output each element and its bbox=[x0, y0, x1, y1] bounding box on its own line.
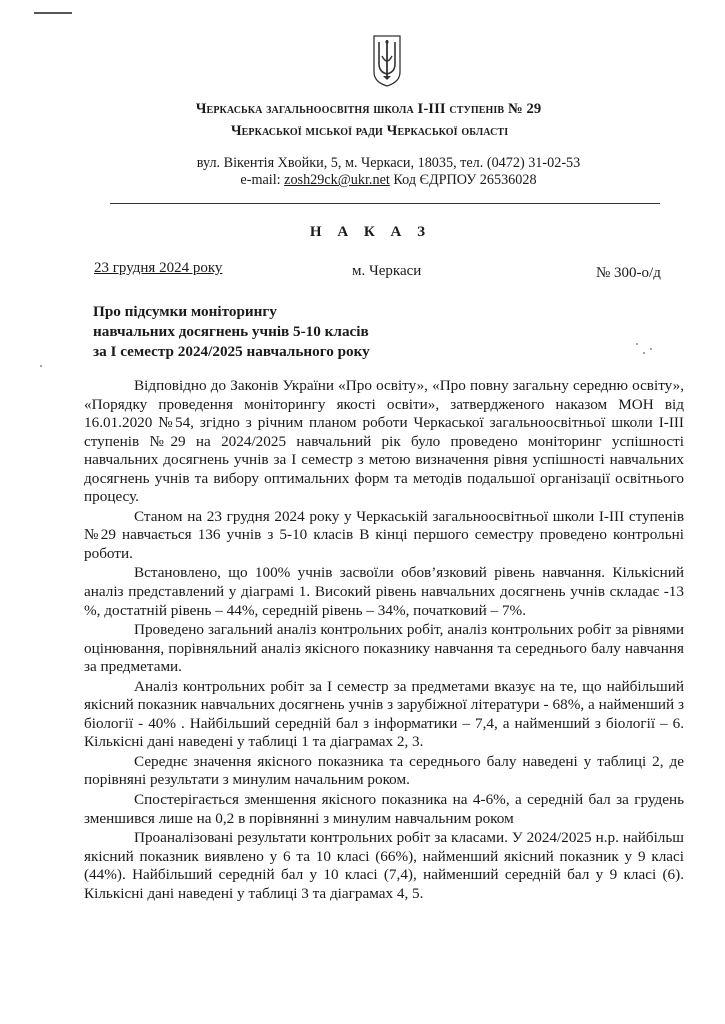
paragraph: Середнє значення якісного показника та середнього балу наведені у таблиці 2, де порівняні результати з минулим начальним роком. bbox=[84, 752, 684, 789]
paragraph: Станом на 23 грудня 2024 року у Черкаській загальноосвітньої школи І-ІІІ ступенів №29 навчається 136 учнів з 5-10 класів В кінці першого семестру проведено контрольні роботи. bbox=[84, 507, 684, 562]
paragraph: Аналіз контрольних робіт за І семестр за предметами вказує на те, що найбільший якісний показник навчальних досягнень учнів з зарубіжної літератури - 68%, а найменший з біології - 40% . Найбільший середній бал з інформатики – 7,4, а найменший з біології – 6. Кількісні дані наведені у таблиці 1 та діаграмах 2, 3. bbox=[84, 677, 684, 751]
scan-dot bbox=[40, 365, 42, 367]
paragraph: Проведено загальний аналіз контрольних робіт, аналіз контрольних робіт за рівнями оцінювання, порівняльний аналіз якісного показнику навчання та середнього балу навчання за предметами. bbox=[84, 621, 684, 676]
paragraph: Встановлено, що 100% учнів засвоїли обов’язковий рівень навчання. Кількісний аналіз представлений у діаграмі 1. Високий рівень навчальних досягнень учнів складає -13 %, достатній рівень – 44%, середній рівень – 34%, початковий – 7%. bbox=[84, 564, 684, 619]
scan-dot bbox=[643, 352, 645, 354]
document-type: Н А К А З bbox=[309, 224, 432, 240]
title-line: Про підсумки моніторингу bbox=[93, 303, 277, 320]
order-date: 23 грудня 2024 року bbox=[94, 260, 223, 276]
order-city: м. Черкаси bbox=[352, 263, 422, 279]
order-number: № 300-о/д bbox=[596, 265, 661, 281]
org-contacts bbox=[0, 172, 725, 189]
org-name-line2: Черкаської міської ради Черкаської області bbox=[230, 123, 509, 139]
email-label: e-mail: bbox=[240, 172, 281, 188]
scan-dot bbox=[636, 343, 638, 345]
header-divider bbox=[110, 203, 660, 204]
trident-icon bbox=[370, 32, 404, 88]
edrpou-code: Код ЄДРПОУ 26536028 bbox=[393, 172, 537, 188]
paragraph: Спостерігається зменшення якісного показника на 4-6%, а середній бал за грудень зменшився лише на 0,2 в порівнянні з минулим навчальним роком bbox=[84, 791, 684, 827]
paragraph: Відповідно до Законів України «Про освіту», «Про повну загальну середню освіту», «Порядку проведення моніторингу якості освіти», затвердженого наказом МОН від 16.01.2020 №54, згідно з річним планом роботи Черкаської загальноосвітньої школи І-ІІІ ступенів №29 на 2024/2025 навчальний рік було проведено моніторинг успішності навчальних досягнень учнів за І семестр з метою визначення рівня успішності навчальних досягнень учнів та вибору оптимальних форм та методів подальшої організації освітнього процесу. bbox=[84, 377, 684, 506]
title-line: за І семестр 2024/2025 навчального року bbox=[93, 343, 370, 360]
org-name-line1: Черкаська загальноосвітня школа І-ІІІ ступенів № 29 bbox=[195, 101, 542, 117]
email-link[interactable]: zosh29ck@ukr.net bbox=[284, 172, 390, 188]
scan-dot bbox=[650, 348, 652, 350]
org-address: вул. Вікентія Хвойки, 5, м. Черкаси, 18035, тел. (0472) 31-02-53 bbox=[196, 155, 581, 171]
order-title bbox=[93, 302, 370, 362]
paragraph: Проаналізовані результати контрольних робіт за класами. У 2024/2025 н.р. найбільш якісний показник виявлено у 6 та 10 класі (66%), найменший якісний показник у 9 класі (44%). Найбільший середній бал у 10 класі (7,4), найменший середній бал у 9 класі (6). Кількісні дані наведені у таблиці 3 та діаграмах 4, 5. bbox=[84, 829, 684, 902]
title-line: навчальних досягнень учнів 5-10 класів bbox=[93, 323, 369, 340]
scan-artifact-mark bbox=[34, 12, 72, 14]
order-body bbox=[84, 377, 684, 904]
